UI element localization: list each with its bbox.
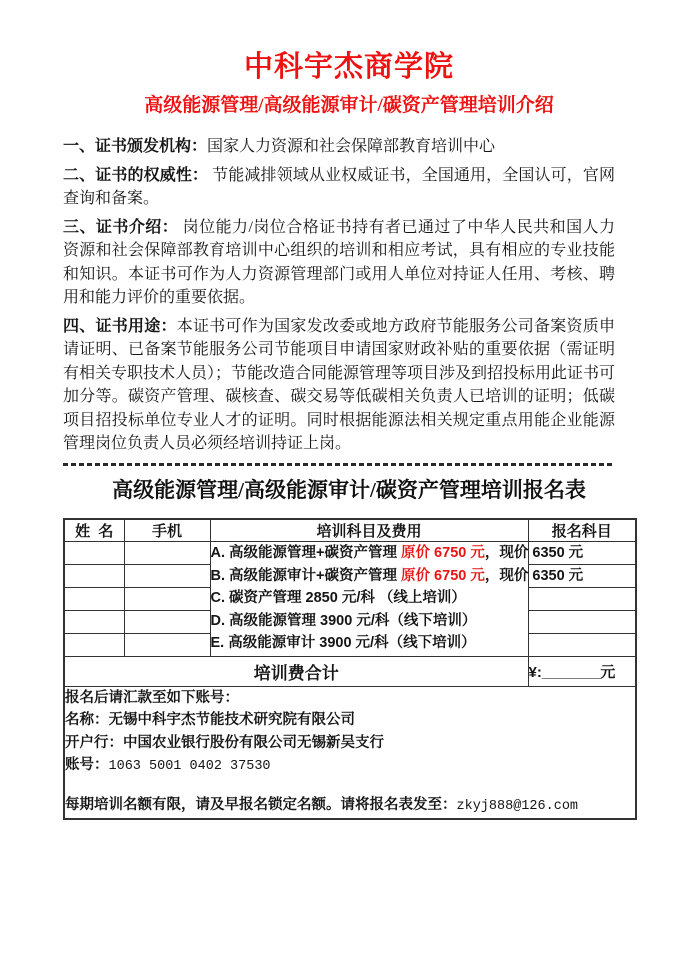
course-text: D. 高级能源管理 3900 元/科（线下培训） — [210, 612, 477, 629]
intro-paragraph-issuer — [63, 135, 615, 159]
name-input-cell[interactable] — [64, 610, 124, 633]
courses-cell — [210, 541, 584, 656]
phone-input-cell[interactable] — [124, 610, 210, 633]
payment-bank: 开户行：中国农业银行股份有限公司无锡新吴支行 — [65, 734, 384, 751]
payment-intro: 报名后请汇款至如下账号： — [65, 689, 239, 706]
page-subtitle: 高级能源管理/高级能源审计/碳资产管理培训介绍 — [144, 95, 554, 116]
payment-row — [64, 686, 636, 819]
total-amount-cell[interactable]: ¥:_______元 — [528, 656, 636, 686]
intro-paragraph-authority — [63, 164, 615, 211]
course-text: B. 高级能源审计+碳资产管理 — [210, 567, 402, 584]
certificate-intro — [63, 135, 615, 456]
phone-input-cell[interactable] — [124, 587, 210, 610]
name-input-cell[interactable] — [64, 633, 124, 656]
intro-text: 国家人力资源和社会保障部教育培训中心 — [207, 138, 496, 155]
dashed-divider — [63, 463, 615, 466]
intro-label: 一、证书颁发机构： — [63, 138, 208, 155]
payment-account-number — [65, 754, 635, 779]
intro-label: 二、证书的权威性： — [63, 166, 209, 184]
subject-input-cell[interactable] — [528, 587, 636, 610]
course-text: ，现价 6350 元 — [484, 567, 584, 584]
intro-paragraph-usage — [63, 315, 615, 456]
subject-input-cell[interactable] — [528, 633, 636, 656]
course-original-price: 原价 6750 元 — [401, 567, 485, 584]
course-option-e — [211, 632, 528, 655]
phone-input-cell[interactable] — [124, 541, 210, 564]
name-input-cell[interactable] — [64, 564, 124, 587]
payment-info-cell — [64, 686, 636, 819]
table-header-row — [64, 519, 636, 542]
course-option-d — [211, 610, 528, 633]
intro-label: 四、证书用途： — [63, 317, 177, 335]
page-title: 中科宇杰商学院 — [243, 51, 454, 83]
contact-email: zkyj888@126.com — [456, 798, 579, 814]
spacer — [65, 779, 635, 794]
account-label: 账号： — [65, 757, 109, 773]
course-original-price: 原价 6750 元 — [401, 545, 485, 562]
col-header-name: 姓 名 — [64, 519, 124, 542]
intro-label: 三、证书介绍： — [63, 218, 179, 236]
total-label-cell: 培训费合计 — [64, 656, 528, 686]
col-header-courses-fees: 培训科目及费用 — [210, 519, 528, 542]
course-text: C. 碳资产管理 2850 元/科 （线上培训） — [210, 590, 466, 607]
payment-account-name: 名称：无锡中科宇杰节能技术研究院有限公司 — [65, 712, 355, 728]
course-text: ，现价 6350 元 — [484, 545, 584, 562]
registration-table — [63, 518, 637, 821]
phone-input-cell[interactable] — [124, 564, 210, 587]
intro-paragraph-description — [63, 216, 615, 310]
subject-input-cell[interactable] — [528, 610, 636, 633]
account-number: 1063 5001 0402 37530 — [108, 759, 271, 774]
intro-text: 节能减排领域从业权威证书，全国通用，全国认可，官网查询和备案。 — [63, 166, 615, 207]
intro-text: 岗位能力/岗位合格证书持有者已通过了中华人民共和国人力资源和社会保障部教育培训中心组织的培训和相应考试，具有相应的专业技能和知识。本证书可作为人力资源管理部门或用人单位对持证人任用、考核、聘用和能力评价的重要依据。 — [63, 218, 615, 306]
intro-text: 本证书可作为国家发改委或地方政府节能服务公司备案资质申请证明、已备案节能服务公司节能项目申请国家财政补贴的重要依据（需证明有相关专职技术人员）；节能改造合同能源管理等项目涉及到招投标用此证书可加分等。碳资产管理、碳核查、碳交易等低碳相关负责人已培训的证明；低碳项目招投标单位专业人才的证明。同时根据能源法相关规定重点用能企业能源管理岗位负责人员必须经培训持证上岗。 — [63, 317, 616, 452]
course-text: E. 高级能源审计 3900 元/科（线下培训） — [210, 635, 476, 652]
table-row — [64, 541, 636, 564]
name-input-cell[interactable] — [64, 587, 124, 610]
course-text: A. 高级能源管理+碳资产管理 — [210, 545, 402, 562]
course-option-c — [211, 587, 528, 610]
form-title: 高级能源管理/高级能源审计/碳资产管理培训报名表 — [112, 477, 586, 502]
phone-input-cell[interactable] — [124, 633, 210, 656]
name-input-cell[interactable] — [64, 541, 124, 564]
note-text: 每期培训名额有限，请及早报名锁定名额。请将报名表发至： — [65, 796, 457, 813]
payment-note — [65, 794, 635, 819]
total-row — [64, 656, 636, 686]
col-header-subject: 报名科目 — [528, 519, 636, 542]
course-option-b — [210, 565, 584, 588]
course-option-a — [210, 542, 584, 565]
col-header-phone: 手机 — [124, 519, 210, 542]
